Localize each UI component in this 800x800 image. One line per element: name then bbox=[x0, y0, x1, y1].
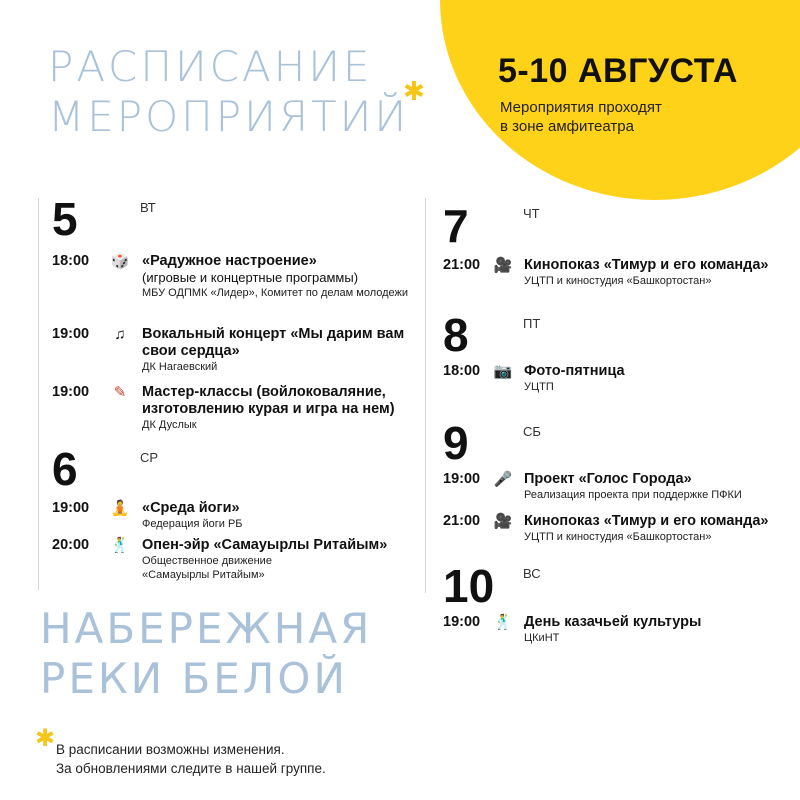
microphone-icon: 🎤 bbox=[493, 471, 513, 488]
movie-camera-icon: 🎥 bbox=[493, 257, 513, 274]
dice-icon: 🎲 bbox=[110, 253, 130, 270]
event-name: «Радужное настроение» bbox=[142, 253, 317, 269]
weekday-label: СР bbox=[140, 450, 159, 465]
event-time: 18:00 bbox=[443, 363, 481, 379]
event-organizer: УЦТП bbox=[524, 381, 554, 393]
yoga-icon: 🧘 bbox=[110, 500, 130, 517]
day-number: 6 bbox=[52, 443, 78, 495]
dancer-icon: 🕺 bbox=[493, 614, 513, 631]
day-number: 5 bbox=[52, 193, 78, 245]
event-organizer: Общественное движение «Самауырлы Ритайым» bbox=[142, 555, 272, 581]
event-name: Вокальный концерт «Мы дарим вам свои сердца» bbox=[142, 326, 405, 359]
event-time: 21:00 bbox=[443, 513, 481, 529]
location-line-1: Мероприятия проходят bbox=[500, 99, 662, 116]
day-number: 8 bbox=[443, 309, 469, 361]
event-time: 19:00 bbox=[52, 500, 90, 516]
event-organizer: Реализация проекта при поддержке ПФКИ bbox=[524, 489, 742, 501]
note-line-1: В расписании возможны изменения. bbox=[56, 742, 285, 757]
event-name: Кинопоказ «Тимур и его команда» bbox=[524, 257, 769, 273]
event-time: 21:00 bbox=[443, 257, 481, 273]
dancer-icon: 🕺 bbox=[110, 537, 130, 554]
venue-line-1: НАБЕРЕЖНАЯ bbox=[40, 604, 373, 653]
event-name: Кинопоказ «Тимур и его команда» bbox=[524, 513, 769, 529]
weekday-label: ВТ bbox=[140, 200, 156, 215]
pencil-icon: ✎ bbox=[113, 384, 127, 401]
title-line-1: РАСПИСАНИЕ bbox=[48, 42, 373, 91]
event-time: 18:00 bbox=[52, 253, 90, 269]
note-line-2: За обновлениями следите в нашей группе. bbox=[56, 761, 326, 776]
event-time: 19:00 bbox=[52, 384, 90, 400]
venue-title bbox=[40, 604, 372, 704]
event-organizer: Федерация йоги РБ bbox=[142, 518, 243, 530]
event-organizer: УЦТП и киностудия «Башкортостан» bbox=[524, 275, 712, 287]
event-time: 20:00 bbox=[52, 537, 90, 553]
event-description: (игровые и концертные программы) bbox=[142, 270, 359, 285]
music-notes-icon: ♫ bbox=[114, 326, 126, 343]
event-name: Мастер-классы (войлоковаляние, изготовлению курая и игра на нем) bbox=[142, 384, 395, 417]
photo-camera-icon: 📷 bbox=[493, 363, 513, 380]
event-time: 19:00 bbox=[443, 471, 481, 487]
event-name: Фото-пятница bbox=[524, 363, 625, 379]
day-number: 7 bbox=[443, 200, 469, 252]
event-name: Проект «Голос Города» bbox=[524, 471, 692, 487]
location-note bbox=[500, 98, 662, 136]
title-line-2: МЕРОПРИЯТИЙ bbox=[48, 92, 410, 141]
day-number: 9 bbox=[443, 417, 469, 469]
event-time: 19:00 bbox=[52, 326, 90, 342]
event-organizer: УЦТП и киностудия «Башкортостан» bbox=[524, 531, 712, 543]
event-name: День казачьей культуры bbox=[524, 614, 702, 630]
schedule-note bbox=[56, 740, 326, 778]
event-dates: 5-10 АВГУСТА bbox=[498, 52, 738, 90]
weekday-label: СБ bbox=[523, 424, 541, 439]
event-name: «Среда йоги» bbox=[142, 500, 240, 516]
asterisk-icon: ✱ bbox=[403, 76, 425, 106]
day-number: 10 bbox=[443, 560, 495, 612]
weekday-label: ЧТ bbox=[523, 206, 540, 221]
event-time: 19:00 bbox=[443, 614, 481, 630]
event-organizer: ДК Дуслык bbox=[142, 419, 197, 431]
weekday-label: ПТ bbox=[523, 316, 541, 331]
event-name: Опен-эйр «Самауырлы Ритайым» bbox=[142, 537, 388, 553]
event-organizer: ДК Нагаевский bbox=[142, 361, 218, 373]
event-organizer: МБУ ОДПМК «Лидер», Комитет по делам молодежи bbox=[142, 287, 409, 299]
movie-camera-icon: 🎥 bbox=[493, 513, 513, 530]
weekday-label: ВС bbox=[523, 566, 541, 581]
location-line-2: в зоне амфитеатра bbox=[500, 118, 634, 135]
left-column-line bbox=[38, 198, 39, 590]
asterisk-icon: ✱ bbox=[35, 725, 56, 752]
event-organizer: ЦКиНТ bbox=[524, 632, 560, 644]
venue-line-2: РЕКИ БЕЛОЙ bbox=[40, 654, 348, 703]
page-title bbox=[48, 42, 409, 142]
